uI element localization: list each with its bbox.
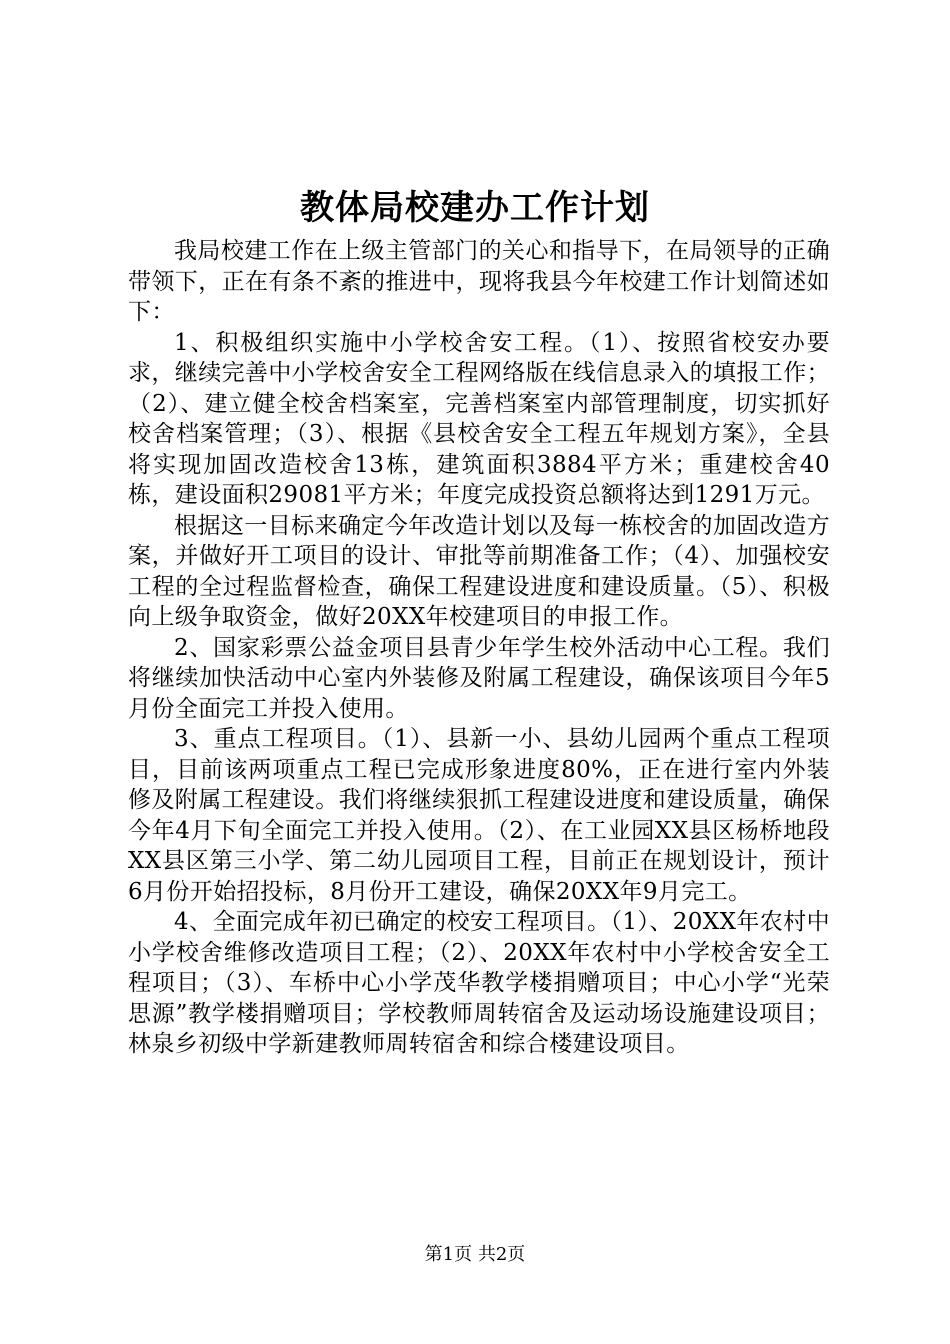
document-title: 教体局校建办工作计划 [300,188,650,228]
document-body [128,236,830,1060]
paragraph-item-1-continued: 根据这一目标来确定今年改造计划以及每一栋校舍的加固改造方案，并做好开工项目的设计、审批等前期准备工作；（4）、加强校安工程的全过程监督检查，确保工程建设进度和建设质量。（5）、积极向上级争取资金，做好20XX年校建项目的申报工作。 [128,512,830,630]
paragraph-item-1: 1、积极组织实施中小学校舍安工程。（1）、按照省校安办要求，继续完善中小学校舍安全工程网络版在线信息录入的填报工作；（2）、建立健全校舍档案室，完善档案室内部管理制度，切实抓好校舍档案管理；（3）、根据《县校舍安全工程五年规划方案》，全县将实现加固改造校舍13栋，建筑面积3884平方米；重建校舍40栋，建设面积29081平方米；年度完成投资总额将达到1291万元。 [128,329,830,508]
paragraph-item-3: 3、重点工程项目。（1）、县新一小、县幼儿园两个重点工程项目，目前该两项重点工程已完成形象进度80%，正在进行室内外装修及附属工程建设。我们将继续狠抓工程建设进度和建设质量，确保今年4月下旬全面完工并投入使用。（2）、在工业园XX县区杨桥地段XX县区第三小学、第二幼儿园项目工程，目前正在规划设计，预计6月份开始招投标，8月份开工建设，确保20XX年9月完工。 [128,726,830,905]
paragraph-intro: 我局校建工作在上级主管部门的关心和指导下，在局领导的正确带领下，正在有条不紊的推进中，现将我县今年校建工作计划简述如下： [128,238,830,325]
page-number-footer: 第1页 共2页 [424,1244,526,1265]
paragraph-item-2: 2、国家彩票公益金项目县青少年学生校外活动中心工程。我们将继续加快活动中心室内外装修及附属工程建设，确保该项目今年5月份全面完工并投入使用。 [128,634,830,722]
paragraph-item-4: 4、全面完成年初已确定的校安工程项目。（1）、20XX年农村中小学校舍维修改造项目工程；（2）、20XX年农村中小学校舍安全工程项目；（3）、车桥中心小学茂华教学楼捐赠项目；中心小学“光荣思源”教学楼捐赠项目；学校教师周转宿舍及运动场设施建设项目；林泉乡初级中学新建教师周转宿舍和综合楼建设项目。 [128,909,830,1057]
